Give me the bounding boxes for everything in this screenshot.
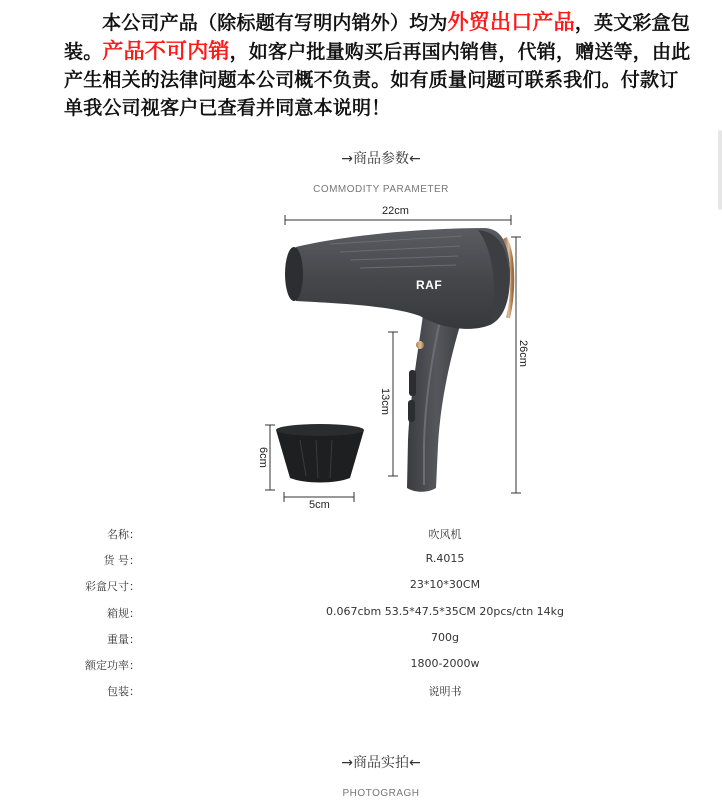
handle-switch [409, 370, 416, 396]
param-label: 包装： [107, 685, 140, 698]
handle-label: 13cm [379, 388, 391, 415]
dryer-body [296, 228, 510, 329]
param-value: R.4015 [425, 552, 465, 565]
height-label: 26cm [517, 340, 529, 367]
handle-copper-button [416, 341, 424, 349]
param-row [0, 520, 722, 546]
param-row [0, 599, 722, 625]
param-row [0, 651, 722, 677]
params-section-subtitle: COMMODITY PARAMETER [313, 184, 449, 195]
nozzle-height-label: 6cm [257, 447, 269, 468]
param-label: 货 号： [103, 554, 140, 567]
dryer-nozzle-front [285, 247, 303, 301]
notice-highlight-export: 外贸出口产品 [447, 10, 575, 34]
notice-text-2: ，英文彩盒包装。 [64, 12, 691, 63]
param-row [0, 572, 722, 598]
param-value: 0.067cbm 53.5*47.5*35CM 20pcs/ctn 14kg [325, 605, 565, 618]
param-value: 700g [431, 631, 459, 644]
param-row [0, 546, 722, 572]
param-label: 重量： [107, 633, 140, 646]
params-section-title: →商品参数← [341, 151, 421, 167]
param-value: 23*10*30CM [409, 578, 481, 591]
nozzle-width-label: 5cm [309, 499, 330, 511]
dryer-handle [407, 300, 466, 492]
concentrator-nozzle [276, 424, 364, 483]
param-label: 额定功率： [85, 659, 140, 672]
param-row [0, 625, 722, 651]
handle-switch-2 [408, 400, 415, 422]
page-scroll-edge [718, 130, 722, 210]
param-value: 吹风机 [428, 528, 462, 541]
notice-highlight-no-domestic: 产品不可内销 [102, 39, 230, 63]
photo-section-title: →商品实拍← [341, 755, 421, 771]
param-row [0, 677, 722, 703]
param-label: 彩盒尺寸： [85, 580, 140, 593]
param-label: 箱规： [107, 607, 140, 620]
brand-logo: RAF [416, 278, 443, 292]
photo-section-subtitle: PHOTOGRAGH [342, 788, 420, 799]
param-value: 1800-2000w [410, 657, 480, 670]
notice-text-1: 本公司产品（除标题有写明内销外）均为 [102, 12, 448, 34]
notice-text-3: ，如客户批量购买后再国内销售，代销，赠送等，由此产生相关的法律问题本公司概不负责。如有质量问题可联系我们。付款订单我公司视客户已查看并同意本说明！ [64, 41, 691, 119]
width-label: 22cm [382, 205, 409, 217]
param-value: 说明书 [428, 685, 462, 698]
param-label: 名称： [107, 528, 140, 541]
